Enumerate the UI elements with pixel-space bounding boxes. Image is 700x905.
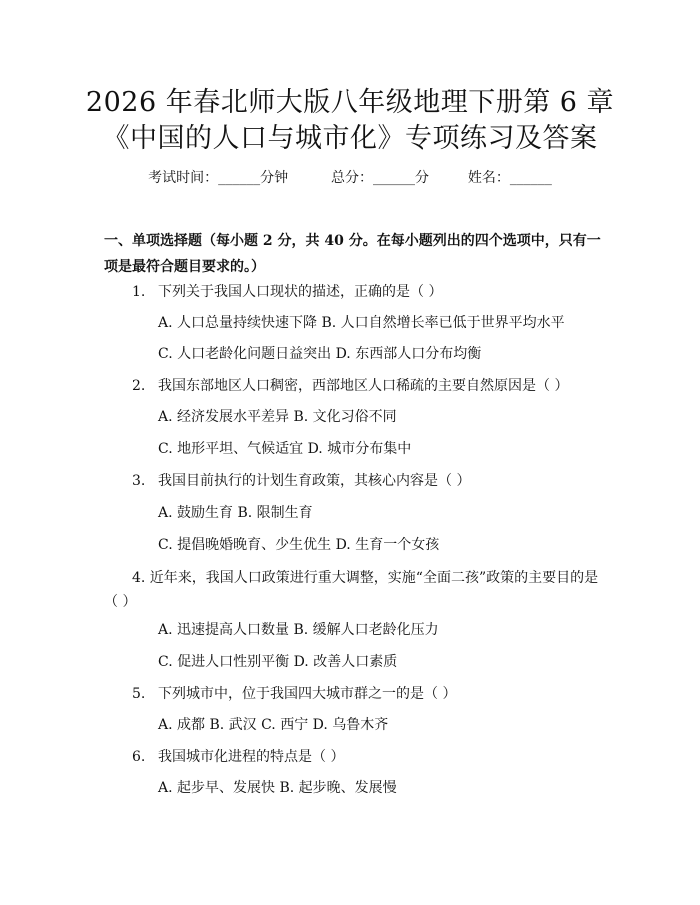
question-1-options-row-2: C. 人口老龄化问题日益突出 D. 东西部人口分布均衡 [158, 346, 482, 362]
question-1-options-row-1: A. 人口总量持续快速下降 B. 人口自然增长率已低于世界平均水平 [158, 315, 565, 331]
question-5 [132, 684, 456, 704]
question-4-options-row-1: A. 迅速提高人口数量 B. 缓解人口老龄化压力 [158, 622, 439, 638]
question-6-options-row-1: A. 起步早、发展快 B. 起步晚、发展慢 [158, 780, 397, 796]
question-text: 我国东部地区人口稠密，西部地区人口稀疏的主要自然原因是（ ） [158, 378, 569, 394]
question-3-options-row-2: C. 提倡晚婚晚育、少生优生 D. 生育一个女孩 [158, 537, 440, 553]
question-text: 我国城市化进程的特点是（ ） [158, 749, 345, 765]
question-number: 2. [132, 378, 146, 394]
question-2 [132, 376, 568, 396]
question-number: 6. [132, 749, 146, 765]
exam-title-line-1: 2026 年春北师大版八年级地理下册第 6 章 [85, 87, 615, 118]
question-number: 1. [132, 284, 146, 300]
exam-meta [0, 168, 700, 188]
question-5-options-row-1: A. 成都 B. 武汉 C. 西宁 D. 乌鲁木齐 [158, 717, 389, 733]
question-4-options-row-2: C. 促进人口性别平衡 D. 改善人口素质 [158, 654, 398, 670]
question-6 [132, 747, 344, 767]
exam-title-line-2: 《中国的人口与城市化》专项练习及答案 [102, 123, 598, 154]
question-2-options-row-1: A. 经济发展水平差异 B. 文化习俗不同 [158, 409, 397, 425]
question-3-options-row-1: A. 鼓励生育 B. 限制生育 [158, 505, 313, 521]
question-text: 下列关于我国人口现状的描述，正确的是（ ） [158, 284, 443, 300]
exam-time-field: 考试时间：______分钟 [148, 170, 289, 186]
question-text: 下列城市中，位于我国四大城市群之一的是（ ） [158, 686, 457, 702]
section-1-heading: 一、单项选择题（每小题 2 分，共 40 分。在每小题列出的四个选项中，只有一项是最符合题目要求的。） [104, 233, 601, 275]
question-4: 4. 近年来，我国人口政策进行重大调整，实施“全面二孩”政策的主要目的是（ ） [104, 570, 599, 610]
question-2-options-row-2: C. 地形平坦、气候适宜 D. 城市分布集中 [158, 441, 412, 457]
question-number: 5. [132, 686, 146, 702]
question-3 [132, 471, 470, 491]
question-number: 3. [132, 473, 146, 489]
question-text: 我国目前执行的计划生育政策，其核心内容是（ ） [158, 473, 471, 489]
student-name-field: 姓名：______ [467, 170, 552, 186]
question-1 [132, 282, 442, 302]
total-score-field: 总分：______分 [331, 170, 429, 186]
